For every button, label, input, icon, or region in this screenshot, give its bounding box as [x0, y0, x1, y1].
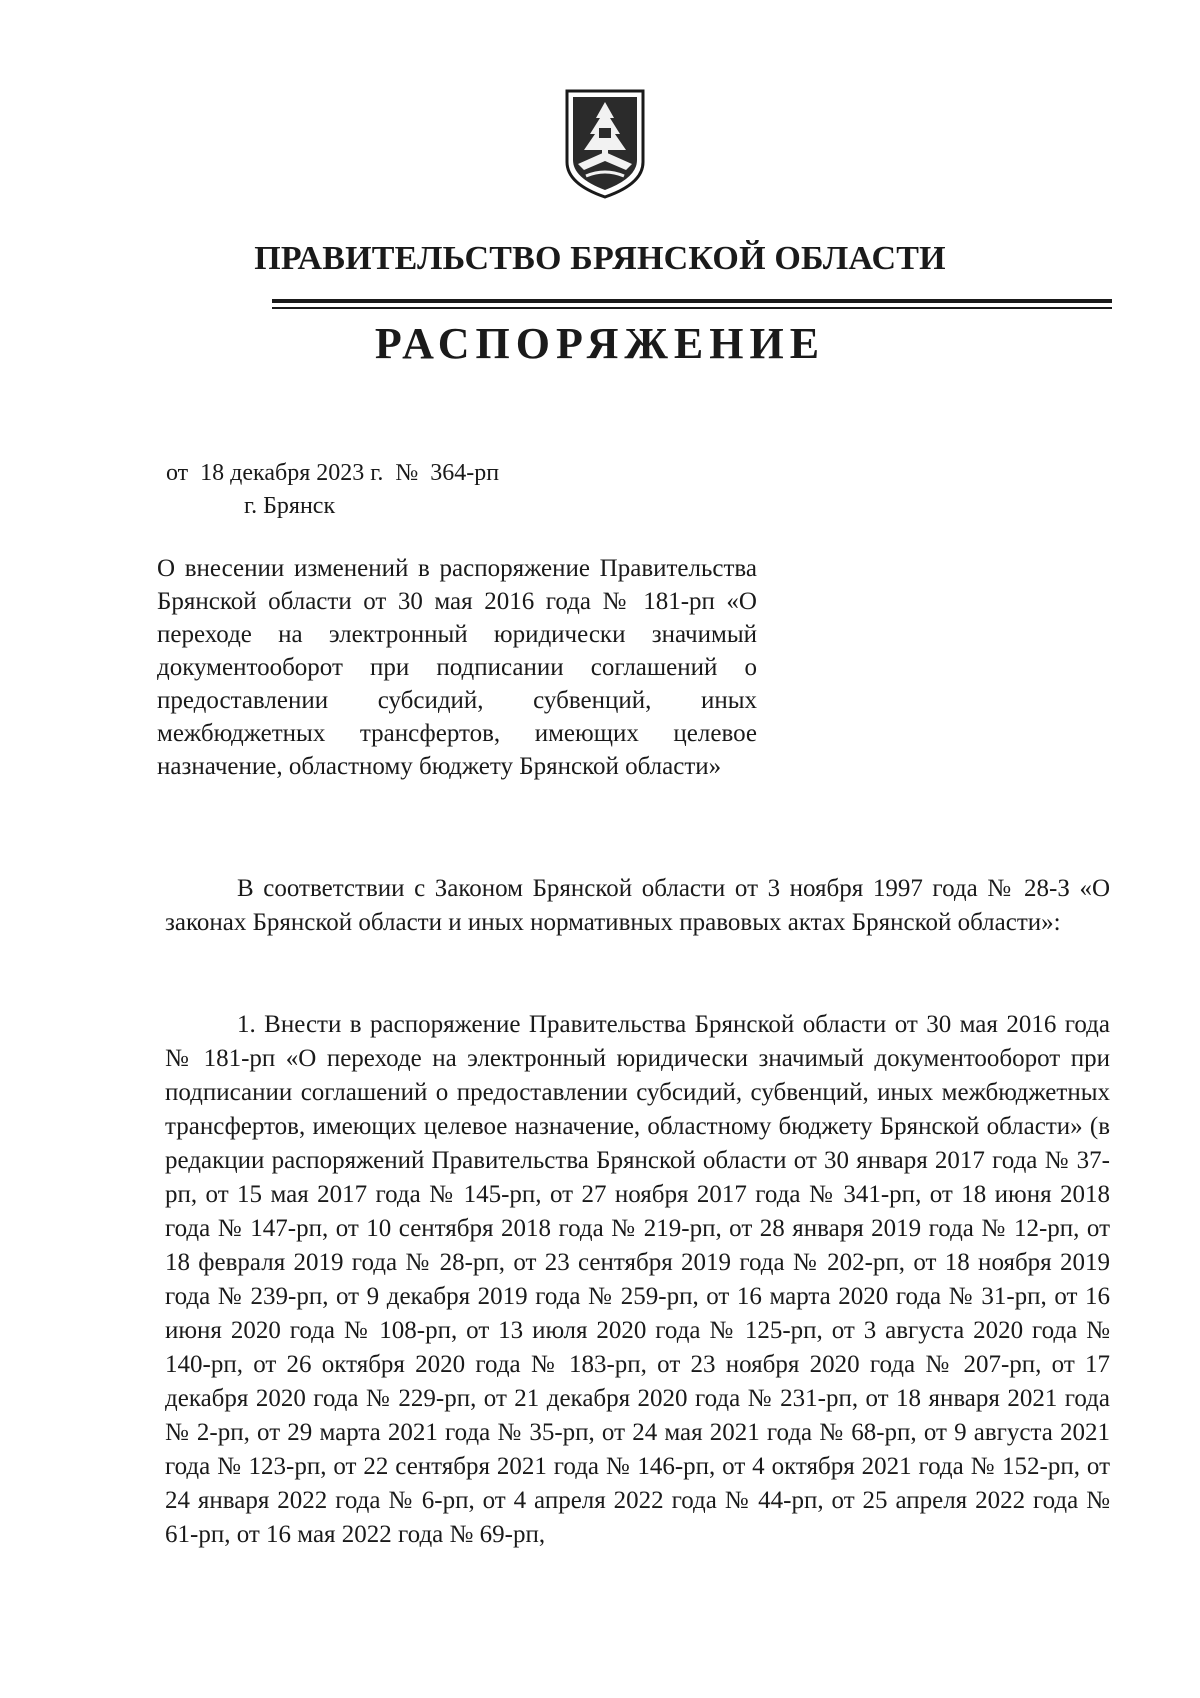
document-type-heading: РАСПОРЯЖЕНИЕ — [374, 319, 826, 368]
header-divider-thin — [272, 307, 1112, 309]
body-paragraph-item-1 — [165, 1008, 1110, 1552]
preamble-text: В соответствии с Законом Брянской области от 3 ноября 1997 года № 28-З «О законах Брянской области и иных нормативных правовых актах Брянской области»: — [165, 875, 1110, 936]
header-divider-thick — [272, 299, 1112, 303]
item-1-text: 1. Внести в распоряжение Правительства Брянской области от 30 мая 2016 года № 181-рп «О переходе на электронный юридически значимый документооборот при подписании соглашений о предоставлении субсидий, субвенций, иных межбюджетных трансфертов, имеющих целевое назначение, областному бюджету Брянской области» (в редакции распоряжений Правительства Брянской области от 30 января 2017 года № 37-рп, от 15 мая 2017 года № 145-рп, от 27 ноября 2017 года № 341-рп, от 18 июня 2018 года № 147-рп, от 10 сентября 2018 года № 219-рп, от 28 января 2019 года № 12-рп, от 18 февраля 2019 года № 28-рп, от 23 сентября 2019 года № 202-рп, от 18 ноября 2019 года № 239-рп, от 9 декабря 2019 года № 259-рп, от 16 марта 2020 года № 31-рп, от 16 июня 2020 года № 108-рп, от 13 июля 2020 года № 125-рп, от 3 августа 2020 года № 140-рп, от 26 октября 2020 года № 183-рп, от 23 ноября 2020 года № 207-рп, от 17 декабря 2020 года № 229-рп, от 21 декабря 2020 года № 231-рп, от 18 января 2021 года № 2-рп, от 29 марта 2021 года № 35-рп, от 24 мая 2021 года № 68-рп, от 9 августа 2021 года № 123-рп, от 22 сентября 2021 года № 146-рп, от 4 октября 2021 года № 152-рп, от 24 января 2022 года № 6-рп, от 4 апреля 2022 года № 44-рп, от 25 апреля 2022 года № 61-рп, от 16 мая 2022 года № 69-рп, — [165, 1011, 1110, 1548]
date-and-number: от 18 декабря 2023 г. № 364-рп — [166, 460, 500, 486]
city: г. Брянск — [244, 493, 336, 519]
coat-of-arms-icon — [564, 88, 646, 200]
body-paragraph-preamble — [165, 872, 1110, 940]
document-subject: О внесении изменений в распоряжение Правительства Брянской области от 30 мая 2016 года № 181-рп «О переходе на электронный юридически значимый документооборот при подписании соглашений о предоставлении субсидий, субвенций, иных межбюджетных трансфертов, имеющих целевое назначение, областному бюджету Брянской области» — [157, 555, 757, 780]
organization-title: ПРАВИТЕЛЬСТВО БРЯНСКОЙ ОБЛАСТИ — [254, 240, 946, 277]
